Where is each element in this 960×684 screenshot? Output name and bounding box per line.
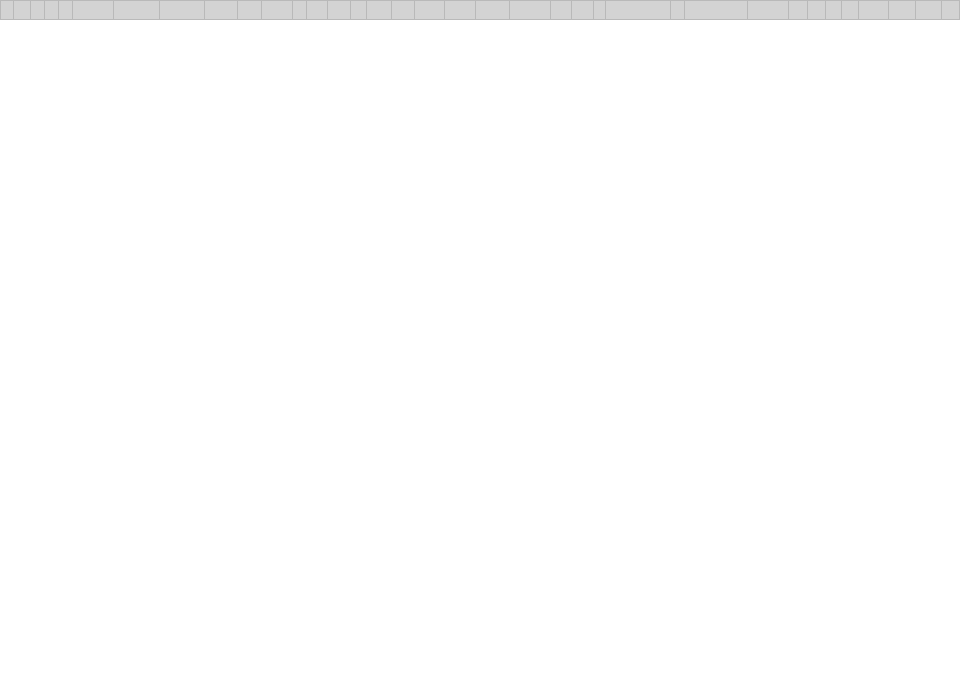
column-header-c13[interactable] <box>327 1 350 20</box>
column-header-c7[interactable] <box>160 1 205 20</box>
column-header-c26[interactable] <box>685 1 748 20</box>
column-header-c5[interactable] <box>73 1 114 20</box>
column-header-c4[interactable] <box>59 1 73 20</box>
column-header-c30[interactable] <box>825 1 841 20</box>
column-header-c1[interactable] <box>14 1 30 20</box>
column-header-c2[interactable] <box>30 1 44 20</box>
column-header-c15[interactable] <box>366 1 392 20</box>
column-header-c31[interactable] <box>842 1 858 20</box>
column-header-c29[interactable] <box>807 1 825 20</box>
column-header-c3[interactable] <box>44 1 58 20</box>
column-header-c34[interactable] <box>915 1 942 20</box>
column-header-c6[interactable] <box>114 1 160 20</box>
column-header-c19[interactable] <box>475 1 510 20</box>
column-header-c0[interactable] <box>1 1 14 20</box>
column-header-c33[interactable] <box>889 1 916 20</box>
column-header-c32[interactable] <box>858 1 889 20</box>
column-header-c12[interactable] <box>307 1 327 20</box>
column-header-c16[interactable] <box>392 1 414 20</box>
column-header-c10[interactable] <box>262 1 293 20</box>
column-header-c24[interactable] <box>606 1 670 20</box>
column-header-c25[interactable] <box>670 1 684 20</box>
column-header-c23[interactable] <box>594 1 606 20</box>
column-header-c35[interactable] <box>942 1 960 20</box>
column-header-c17[interactable] <box>414 1 445 20</box>
column-header-c22[interactable] <box>571 1 593 20</box>
column-header-row <box>1 1 960 20</box>
column-header-c27[interactable] <box>748 1 789 20</box>
column-header-c14[interactable] <box>351 1 366 20</box>
column-header-c8[interactable] <box>205 1 238 20</box>
column-header-c18[interactable] <box>445 1 476 20</box>
column-header-c11[interactable] <box>293 1 307 20</box>
data-table <box>0 0 960 20</box>
column-header-c28[interactable] <box>789 1 807 20</box>
column-header-c9[interactable] <box>237 1 262 20</box>
column-header-c20[interactable] <box>510 1 551 20</box>
column-header-c21[interactable] <box>551 1 571 20</box>
